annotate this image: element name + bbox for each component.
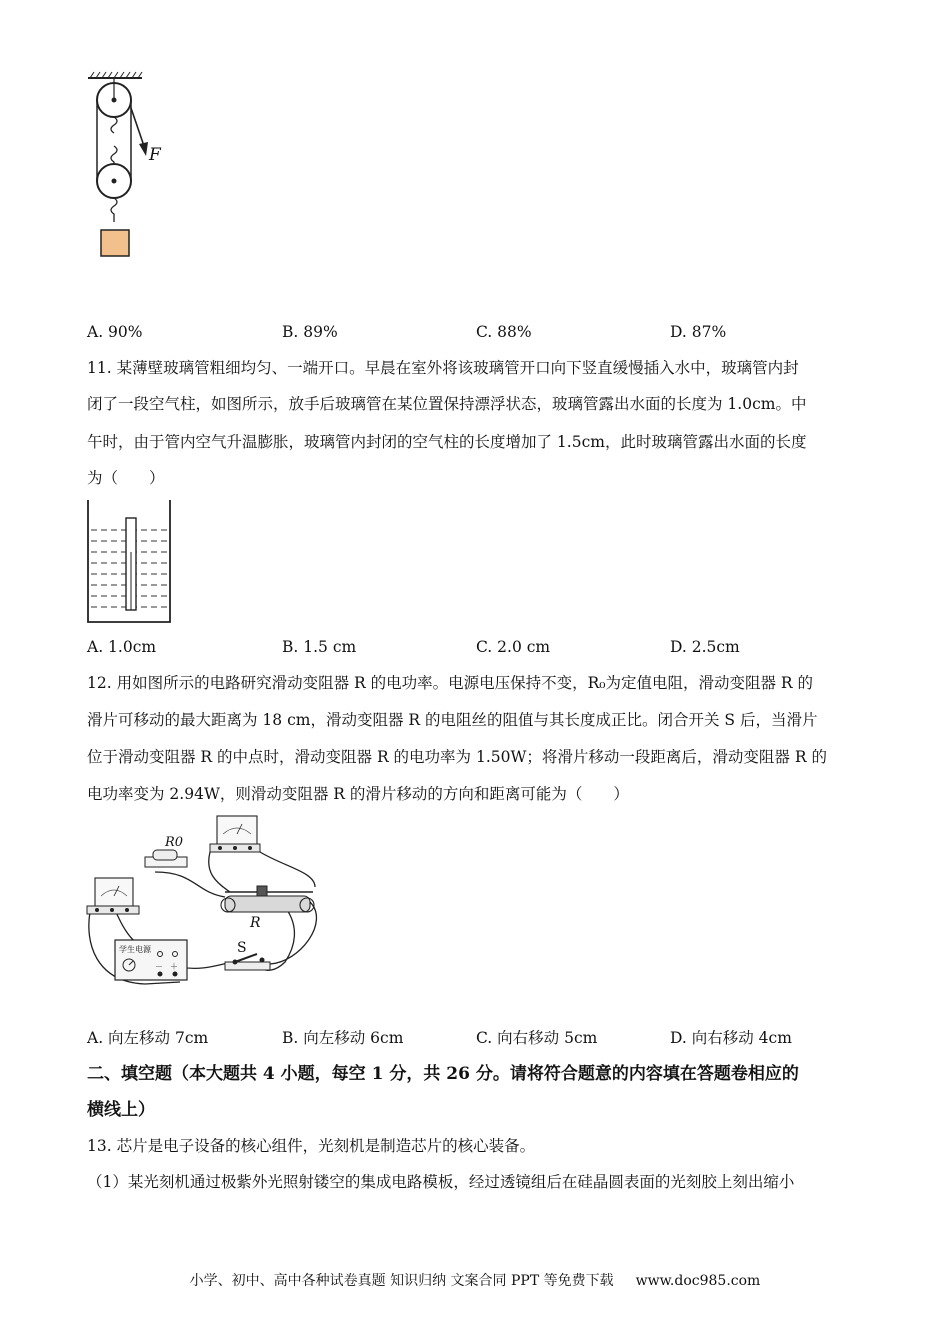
voltmeter [210,816,260,852]
q11-text-line: 为（ ） [87,469,165,487]
svg-text:R: R [250,915,261,931]
q11-text-line: 闭了一段空气柱，如图所示，放手后玻璃管在某位置保持漂浮状态，玻璃管露出水面的长度为 1.0cm。中 [87,395,807,413]
q12-text-line: 12. 用如图所示的电路研究滑动变阻器 R 的电功率。电源电压保持不变，R₀为定值电阻，滑动变阻器 R 的 [87,674,814,692]
circuit-figure [85,812,335,997]
q10-option-b[interactable]: B. 89% [282,323,338,341]
pulley-figure [80,68,200,268]
q11-option-b[interactable]: B. 1.5 cm [282,638,357,656]
q12-option-d[interactable]: D. 向右移动 4cm [670,1029,792,1047]
section-heading: 横线上） [87,1100,155,1120]
svg-text:R0: R0 [165,835,184,850]
q12-text-line: 电功率变为 2.94W，则滑动变阻器 R 的滑片移动的方向和距离可能为（ ） [87,785,629,803]
q11-text-line: 11. 某薄壁玻璃管粗细均匀、一端开口。早晨在室外将该玻璃管开口向下竖直缓慢插入水中，玻璃管内封 [87,359,799,377]
q11-option-d[interactable]: D. 2.5cm [670,638,740,656]
svg-text:学生电源: 学生电源 [119,945,151,954]
q12-text-line: 位于滑动变阻器 R 的中点时，滑动变阻器 R 的电功率为 1.50W；将滑片移动一段距离后，滑动变阻器 R 的 [87,748,827,766]
q12-option-a[interactable]: A. 向左移动 7cm [87,1029,209,1047]
q12-option-b[interactable]: B. 向左移动 6cm [282,1029,404,1047]
svg-text:＋: ＋ [170,962,178,971]
svg-text:S: S [237,940,247,956]
footer-text: 小学、初中、高中各种试卷真题 知识归纳 文案合同 PPT 等免费下载 [189,1273,614,1289]
footer-link[interactable]: www.doc985.com [635,1273,761,1289]
power-supply [115,940,187,980]
section-heading: 二、填空题（本大题共 4 小题，每空 1 分，共 26 分。请将符合题意的内容填在答题卷相应的 [87,1064,799,1084]
q11-option-a[interactable]: A. 1.0cm [87,638,157,656]
glass-tube-figure [87,500,177,625]
q10-option-d[interactable]: D. 87% [670,323,727,341]
r0-resistor [145,835,187,867]
q11-option-c[interactable]: C. 2.0 cm [476,638,551,656]
q12-text-line: 滑片可移动的最大距离为 18 cm，滑动变阻器 R 的电阻丝的阻值与其长度成正比。闭合开关 S 后，当滑片 [87,711,818,729]
page-footer [0,1270,950,1290]
q13-part1: （1）某光刻机通过极紫外光照射镂空的集成电路模板，经过透镜组后在硅晶圆表面的光刻胶上刻出缩小 [87,1173,795,1191]
rheostat [221,886,314,931]
svg-text:－: － [155,962,163,971]
force-label: F [149,145,161,165]
q13-stem: 13. 芯片是电子设备的核心组件，光刻机是制造芯片的核心装备。 [87,1137,536,1155]
q10-option-c[interactable]: C. 88% [476,323,532,341]
q12-option-c[interactable]: C. 向右移动 5cm [476,1029,598,1047]
ammeter [87,878,139,914]
q11-text-line: 午时，由于管内空气升温膨胀，玻璃管内封闭的空气柱的长度增加了 1.5cm，此时玻璃管露出水面的长度 [87,433,807,451]
q10-option-a[interactable]: A. 90% [87,323,143,341]
switch [225,940,270,970]
